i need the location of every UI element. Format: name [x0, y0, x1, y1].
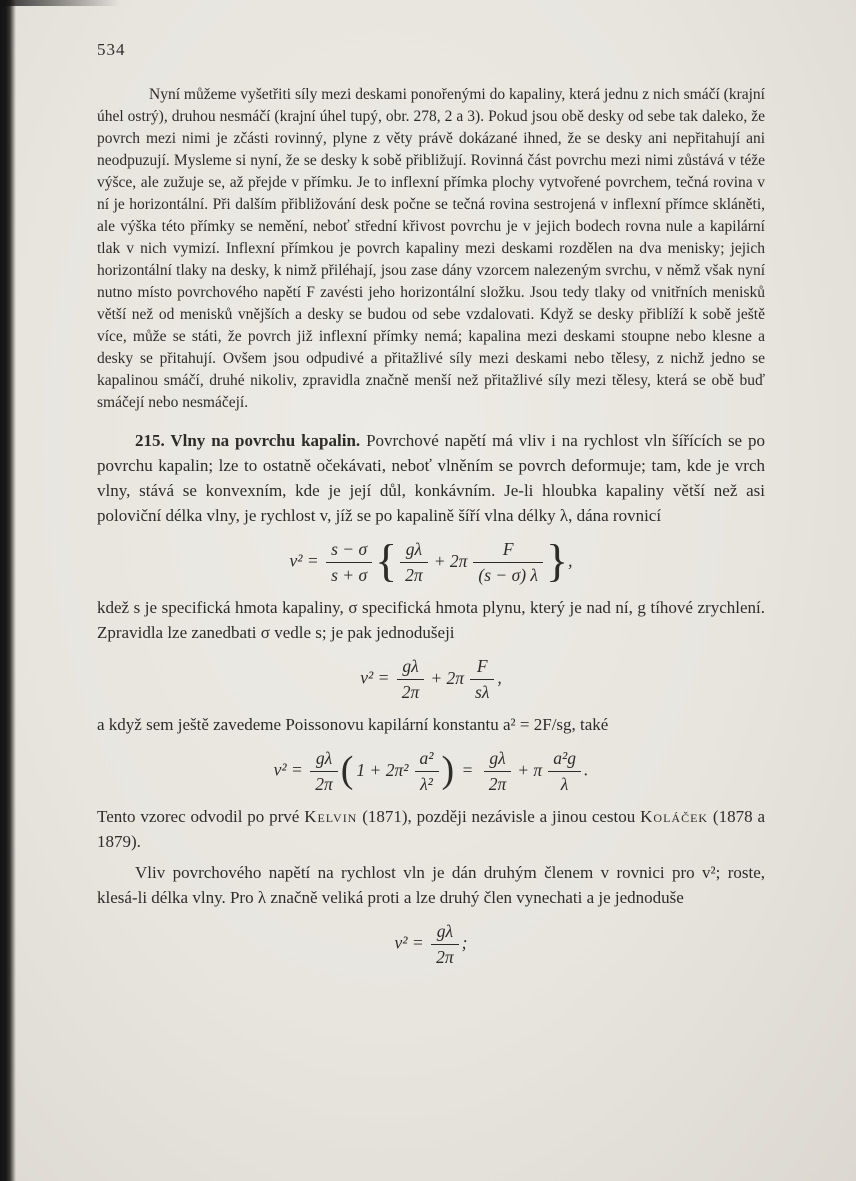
eq3-a2g-lambda-fraction: [545, 748, 584, 795]
attribution-text-1: Tento vzorec odvodil po prvé: [97, 807, 305, 826]
eq3-gravity-fraction: [307, 748, 341, 795]
section-intro-text: Povrchové napětí má vliv i na rychlost vln šířících se po povrchu kapalin; lze to ostatně očekávati, neboť vlněním se povrch deformuje; tam, kde je vrch vlny, stává se konvexním, kde je její důl, konkávním. Je-li hloubka kapaliny větší než asi poloviční délka vlny, je rychlost v, jíž se po kapalině šíří vlna délky λ, dána rovnicí: [97, 431, 766, 525]
denominator: 2π: [315, 774, 333, 794]
eq3-open-paren: (: [340, 748, 354, 791]
eq3-plus-term: + π: [517, 759, 543, 780]
numerator: gλ: [310, 748, 338, 772]
scientist-name-kelvin: Kelvin: [304, 807, 358, 826]
text-column: [97, 40, 765, 977]
eq2-plus-term: + 2π: [430, 667, 465, 688]
eq2-capillary-fraction: [467, 656, 497, 703]
eq1-capillary-fraction: [470, 539, 546, 586]
numerator: F: [473, 539, 543, 563]
eq1-open-brace: {: [375, 534, 398, 586]
equation-wave-velocity-simplified: [97, 656, 765, 703]
paragraph-attribution: [97, 804, 765, 854]
numerator: gλ: [397, 656, 425, 680]
denominator: 2π: [488, 774, 507, 794]
page-number: 534: [97, 40, 126, 59]
denominator: 2π: [401, 682, 420, 702]
numerator: gλ: [484, 748, 512, 772]
denominator: λ: [560, 774, 569, 794]
paragraph-capillary-plates: Nyní můžeme vyšetřiti síly mezi deskami ponořenými do kapaliny, která jednu z nich smáčí (krajní úhel ostrý), druhou nesmáčí (krajní úhel tupý, obr. 278, 2 a 3). Pokud jsou obě desky od sebe tak daleko, že povrch mezi nimi je zčásti rovinný, plyne z věty právě dokázané ihned, že se desky ani nepřitahují ani neodpuzují. Mysleme si nyní, že se desky k sobě přibližují. Rovinná část povrchu mezi nimi zůstává v téže výšce, ale zužuje se, až přejde v přímku. Je to inflexní přímka plochy vytvořené povrchem, tečná rovina v ní je horizontální. Při dalším přibližování desk počne se tečná rovina sestrojená v inflexní přímce skláněti, ale výška této přímky se nemění, neboť střední křivost povrchu je v jejich bodech rovna nule a kapilární tlak v nich vymizí. Inflexní přímkou je povrch kapaliny mezi deskami rozdělen na dva menisky; jejich horizontální tlaky na desky, k nimž přiléhají, jsou zase dány vzorcem nalezeným svrchu, v němž však nyní nutno místo povrchového napětí F zavésti jeho horizontální složku. Jsou tedy tlaky od vnitřních menisků větší než od menisků vnějších a desky se budou od sebe vzdalovati. Když se desky přiblíží k sobě ještě více, může se státi, že povrch již inflexní přímky nemá; kapalina mezi deskami stoupne nebo klesne a desky se přitahují. Ovšem jsou odpudivé a přitažlivé síly mezi deskami nebo tělesy, z nichž jedno se kapalinou smáčí, druhé nikoliv, zpravidla značně menší než přitažlivé síly mezi tělesy, která se obě buď smáčejí nebo nesmáčejí.: [97, 86, 765, 411]
denominator: (s − σ) λ: [478, 565, 539, 585]
numerator: s − σ: [326, 539, 372, 563]
paragraph-poisson-constant: a když sem ještě zavedeme Poissonovu kapilární konstantu a² = 2F/sg, také: [97, 715, 609, 734]
eq1-lhs: v² =: [289, 550, 324, 571]
denominator: sλ: [475, 682, 490, 702]
scan-edge-shadow: [0, 0, 16, 1181]
eq3-close-paren: ): [441, 748, 455, 791]
equation-poisson-form: [97, 748, 765, 795]
eq3-punctuation: .: [583, 759, 589, 780]
eq2-lhs: v² =: [360, 667, 394, 688]
paragraph-symbols-explanation: kdež s je specifická hmota kapaliny, σ specifická hmota plynu, který je nad ní, g tíhové zrychlení. Zpravidla lze zanedbati σ vedle s; je pak jednodušeji: [97, 598, 765, 642]
attribution-text-2: (1871), později nezávisle a jinou cestou: [357, 807, 641, 826]
eq1-close-brace: }: [546, 534, 569, 586]
eq3-lhs: v² =: [273, 759, 308, 780]
paragraph-surface-tension-effect: Vliv povrchového napětí na rychlost vln je dán druhým členem v rovnici pro v²; roste, klesá-li délka vlny. Pro λ značně veliká proti a lze druhý člen vynechati a je jednoduše: [97, 863, 765, 907]
denominator: s + σ: [331, 565, 368, 585]
section-heading: 215. Vlny na povrchu kapalin.: [135, 431, 361, 450]
equation-long-wave-limit: [97, 921, 765, 968]
attribution-text-3: (1878 a 1879).: [97, 807, 765, 851]
scan-corner-shadow: [0, 0, 120, 6]
numerator: gλ: [400, 539, 428, 563]
paragraph-section-215: [97, 428, 765, 528]
eq1-density-fraction: [323, 539, 375, 586]
eq1-gravity-fraction: [397, 539, 431, 586]
eq4-punctuation: ;: [461, 932, 468, 953]
numerator: gλ: [431, 921, 459, 945]
eq3-equals: =: [457, 759, 478, 780]
eq1-plus-term: + 2π: [433, 550, 468, 571]
eq3-a2-lambda2-fraction: [412, 748, 442, 795]
eq2-punctuation: ,: [497, 667, 502, 688]
eq1-punctuation: ,: [568, 550, 573, 571]
denominator: λ²: [420, 774, 433, 794]
numerator: a²g: [548, 748, 581, 772]
eq4-lhs: v² =: [394, 932, 429, 953]
eq4-gravity-fraction: [428, 921, 462, 968]
denominator: 2π: [405, 565, 423, 585]
denominator: 2π: [436, 947, 454, 967]
numerator: a²: [415, 748, 439, 772]
scientist-name-kolacek: Koláček: [640, 807, 709, 826]
equation-wave-velocity-full: [97, 534, 765, 586]
eq3-gravity-fraction-2: [481, 748, 515, 795]
eq2-gravity-fraction: [394, 656, 428, 703]
eq3-inner-term: 1 + 2π²: [356, 759, 409, 780]
numerator: F: [470, 656, 494, 680]
